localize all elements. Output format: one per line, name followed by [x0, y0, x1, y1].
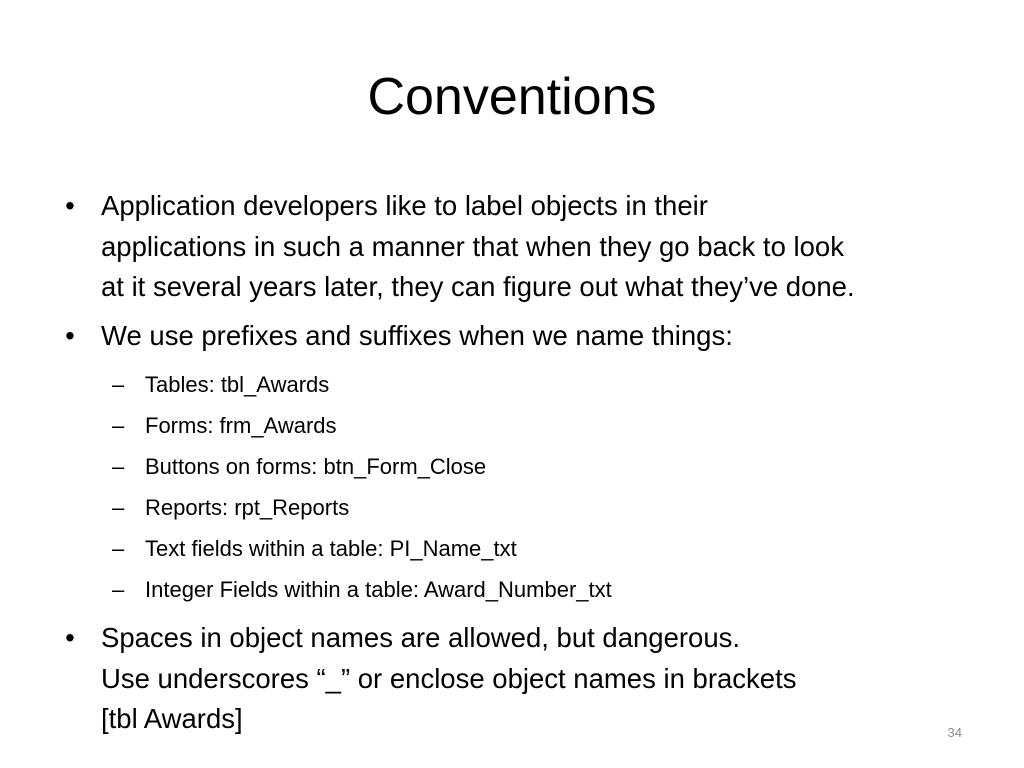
- sub-bullet-text: Tables: tbl_Awards: [145, 372, 330, 397]
- dash-icon: –: [112, 536, 125, 561]
- bullet-text-line: [tbl Awards]: [101, 703, 243, 734]
- bullet-text-line: Use underscores “_” or enclose object names in brackets: [101, 662, 797, 694]
- sub-bullet-text: Text fields within a table: PI_Name_txt: [145, 536, 517, 561]
- sub-bullet-text: Integer Fields within a table: Award_Number_txt: [145, 577, 612, 602]
- bullet-text-line: We use prefixes and suffixes when we name things:: [101, 319, 733, 351]
- dash-icon: –: [112, 413, 125, 438]
- sub-bullet-item: [60, 364, 990, 405]
- bullet-text-line: applications in such a manner that when they go back to look: [101, 230, 844, 262]
- sub-bullet-item: [60, 446, 990, 487]
- bullet-icon: •: [65, 190, 75, 221]
- bullet-text-line: Application developers like to label objects in their: [101, 190, 708, 221]
- bullet-item: [60, 316, 990, 357]
- bullet-text-line: at it several years later, they can figure out what they’ve done.: [101, 271, 855, 302]
- bullet-icon: •: [65, 622, 75, 653]
- sub-bullet-text: Buttons on forms: btn_Form_Close: [145, 454, 487, 479]
- page-number: 34: [947, 725, 962, 740]
- dash-icon: –: [112, 577, 125, 602]
- sub-bullet-item: [60, 487, 990, 528]
- sub-bullet-item: [60, 405, 990, 446]
- slide-title: Conventions: [367, 68, 657, 126]
- bullet-item: [60, 618, 990, 740]
- dash-icon: –: [112, 372, 125, 397]
- dash-icon: –: [112, 454, 125, 479]
- sub-bullet-text: Reports: rpt_Reports: [145, 495, 350, 520]
- bullet-text-line: Spaces in object names are allowed, but dangerous.: [101, 622, 741, 653]
- sub-bullet-item: [60, 528, 990, 569]
- bullet-icon: •: [65, 319, 75, 351]
- sub-bullet-item: [60, 569, 990, 610]
- dash-icon: –: [112, 495, 125, 520]
- sub-bullet-text: Forms: frm_Awards: [145, 413, 337, 438]
- slide-content: [60, 186, 990, 748]
- sub-bullet-list: [60, 364, 990, 610]
- bullet-item: [60, 186, 990, 308]
